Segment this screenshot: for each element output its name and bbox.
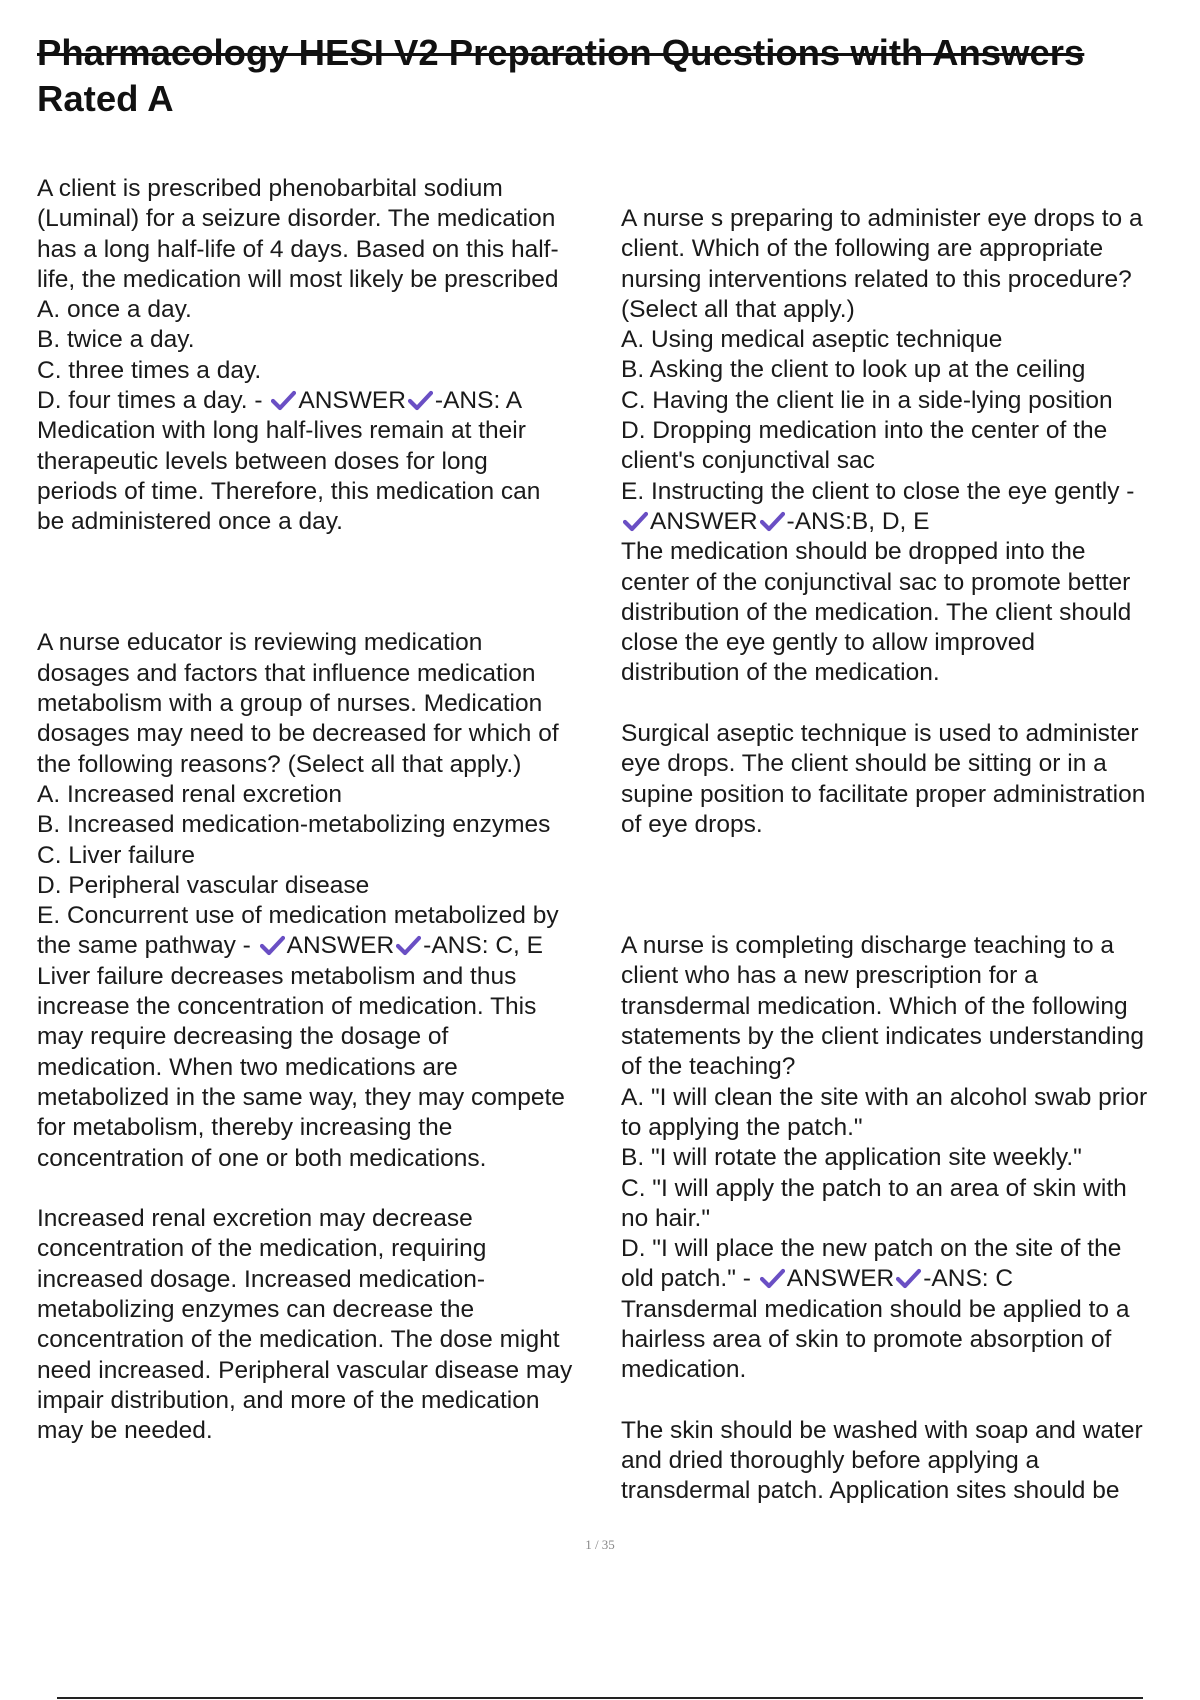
text-line: A client is prescribed phenobarbital sodium (37, 175, 503, 202)
answer-label: ANSWER (650, 507, 758, 535)
answer-prefix: the same pathway - (37, 932, 251, 960)
paragraph-gap (37, 538, 617, 629)
text-line: C. Liver failure (37, 841, 195, 869)
text-line: increased dosage. Increased medication- (37, 1265, 486, 1293)
text-line: The skin should be washed with soap and water (621, 1416, 1143, 1444)
text-line: (Luminal) for a seizure disorder. The medication (37, 205, 556, 233)
text-line: may require decreasing the dosage of (37, 1023, 449, 1051)
text-line: B. "I will rotate the application site weekly." (621, 1144, 1082, 1172)
text-line: concentration of the medication. The dose might (37, 1326, 560, 1354)
text-line: the following reasons? (Select all that apply.) (37, 750, 522, 778)
checkmark-icon (760, 1267, 785, 1289)
text-line: Transdermal medication should be applied to a (621, 1295, 1130, 1323)
text-line: distribution of the medication. The client should (621, 598, 1132, 626)
answer-value: -ANS: A (434, 387, 523, 415)
text-line: transdermal patch. Application sites should be (621, 1477, 1120, 1505)
text-line: Increased renal excretion may decrease (37, 1205, 473, 1233)
text-line: metabolized in the same way, they may compete (37, 1083, 565, 1111)
text-line: medication. (621, 1356, 747, 1384)
text-line: Surgical aseptic technique is used to administer (621, 720, 1139, 748)
title-line-1: Pharmacology HESI V2 Preparation Questions with Answers (37, 32, 1085, 73)
text-line: A. once a day. (37, 296, 192, 324)
text-line: close the eye gently to allow improved (621, 629, 1035, 657)
text-line: nursing interventions related to this procedure? (621, 265, 1132, 293)
answer-prefix: D. four times a day. - (37, 387, 263, 415)
text-line: hairless area of skin to promote absorption of (621, 1325, 1112, 1353)
text-line: A. Increased renal excretion (37, 780, 343, 808)
text-line: therapeutic levels between doses for long (37, 447, 488, 475)
text-line: B. Increased medication-metabolizing enzymes (37, 811, 551, 839)
paragraph-gap (621, 689, 1196, 719)
answer-value: -ANS: C (923, 1265, 1014, 1293)
text-line: medication. When two medications are (37, 1053, 458, 1081)
text-line: transdermal medication. Which of the following (621, 992, 1128, 1020)
paragraph-gap (621, 840, 1196, 931)
text-line: client's conjunctival sac (621, 447, 875, 475)
text-line: need increased. Peripheral vascular disease may (37, 1356, 573, 1384)
text-line: The medication should be dropped into the (621, 538, 1086, 566)
title-line-2: Rated A (37, 78, 174, 119)
text-line: A nurse s preparing to administer eye drops to a (621, 205, 1143, 232)
text-line: B. Asking the client to look up at the ceiling (621, 356, 1086, 384)
text-line: A. "I will clean the site with an alcohol swab prior (621, 1083, 1148, 1111)
text-line: Medication with long half-lives remain at their (37, 417, 526, 445)
answer-line (37, 386, 617, 416)
answer-line (621, 1264, 1196, 1294)
answer-label: ANSWER (286, 932, 395, 960)
text-line: concentration of the medication, requiring (37, 1235, 487, 1263)
text-line: no hair." (621, 1204, 711, 1232)
text-line: client. Which of the following are appropriate (621, 235, 1104, 263)
text-line: of eye drops. (621, 810, 763, 838)
checkmark-icon (896, 1267, 921, 1289)
document-title (37, 30, 1197, 122)
left-column (37, 174, 617, 1446)
text-line: periods of time. Therefore, this medication can (37, 477, 541, 505)
paragraph-gap (621, 1386, 1196, 1416)
paragraph-gap (37, 1174, 617, 1204)
text-line: C. Having the client lie in a side-lying position (621, 386, 1113, 414)
text-line: metabolism with a group of nurses. Medication (37, 690, 543, 718)
text-line: distribution of the medication. (621, 659, 940, 687)
text-line: and dried thoroughly before applying a (621, 1447, 1040, 1475)
text-line: E. Instructing the client to close the eye gently - (621, 477, 1135, 505)
text-line: of the teaching? (621, 1053, 796, 1081)
text-line: Liver failure decreases metabolism and thus (37, 962, 517, 990)
text-line: D. "I will place the new patch on the site of the (621, 1235, 1122, 1263)
text-line: concentration of one or both medications. (37, 1144, 487, 1172)
text-line: for metabolism, thereby increasing the (37, 1114, 453, 1142)
text-line: C. three times a day. (37, 356, 262, 384)
answer-label: ANSWER (298, 387, 406, 415)
text-line: (Select all that apply.) (621, 295, 855, 323)
text-line: to applying the patch." (621, 1113, 863, 1141)
text-line: statements by the client indicates understanding (621, 1023, 1144, 1051)
checkmark-icon (408, 389, 433, 411)
text-line: may be needed. (37, 1417, 213, 1445)
text-line: D. Peripheral vascular disease (37, 871, 370, 899)
checkmark-icon (623, 510, 648, 532)
right-column (621, 204, 1196, 1507)
text-line: increase the concentration of medication. This (37, 993, 537, 1021)
answer-line (621, 507, 1196, 537)
text-line: eye drops. The client should be sitting or in a (621, 750, 1107, 778)
answer-line (37, 931, 617, 961)
text-line: E. Concurrent use of medication metabolized by (37, 902, 559, 930)
text-line: B. twice a day. (37, 326, 195, 354)
text-line: be administered once a day. (37, 508, 343, 536)
checkmark-icon (396, 934, 421, 956)
answer-value: -ANS:B, D, E (786, 507, 930, 535)
checkmark-icon (760, 510, 785, 532)
text-line: metabolizing enzymes can decrease the (37, 1295, 475, 1323)
text-line: A nurse educator is reviewing medication (37, 629, 483, 657)
text-line: D. Dropping medication into the center of the (621, 417, 1108, 445)
answer-value: -ANS: C, E (423, 932, 543, 960)
answer-prefix: old patch." - (621, 1265, 751, 1293)
text-line: C. "I will apply the patch to an area of skin with (621, 1174, 1127, 1202)
text-line: life, the medication will most likely be prescribed (37, 265, 559, 293)
page-indicator: 1 / 35 (585, 1537, 615, 1552)
text-line: A nurse is completing discharge teaching to a (621, 932, 1115, 960)
text-line: supine position to facilitate proper administration (621, 780, 1146, 808)
text-line: A. Using medical aseptic technique (621, 326, 1003, 354)
checkmark-icon (260, 934, 285, 956)
text-line: dosages and factors that influence medication (37, 659, 536, 687)
bottom-rule (57, 1697, 1143, 1699)
checkmark-icon (271, 389, 296, 411)
text-line: has a long half-life of 4 days. Based on this half- (37, 235, 559, 263)
text-line: dosages may need to be decreased for which of (37, 720, 559, 748)
text-line: impair distribution, and more of the medication (37, 1386, 540, 1414)
text-line: client who has a new prescription for a (621, 962, 1038, 990)
answer-label: ANSWER (786, 1265, 895, 1293)
text-line: center of the conjunctival sac to promote better (621, 568, 1131, 596)
